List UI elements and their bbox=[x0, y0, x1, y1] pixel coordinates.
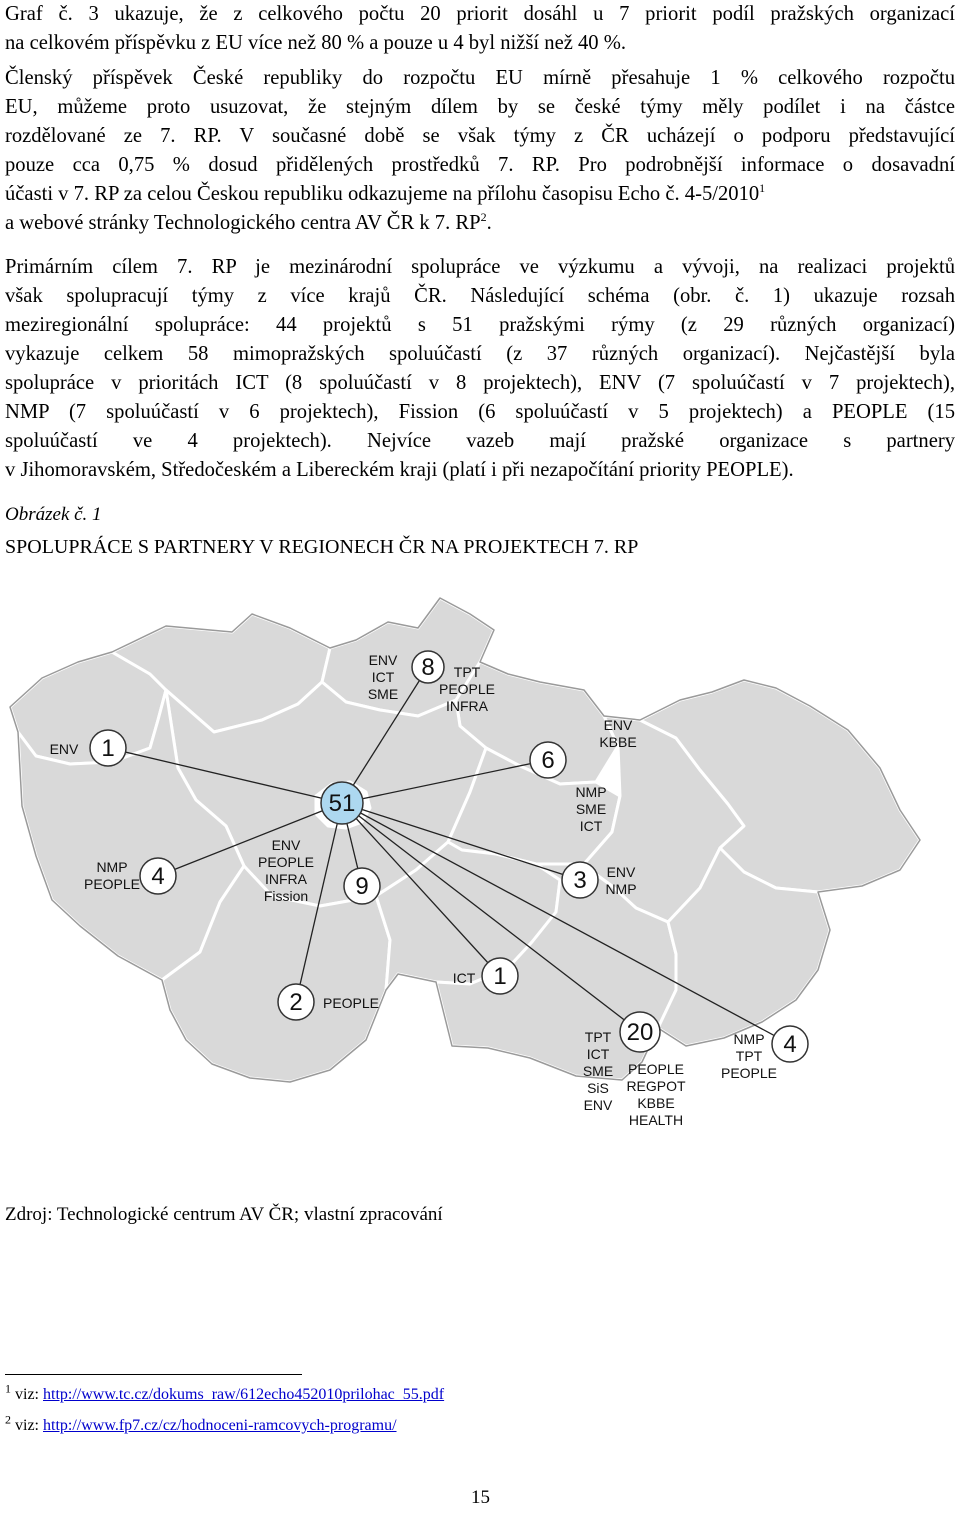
region-label-line: ENV bbox=[603, 717, 633, 733]
hub-value-praha: 51 bbox=[328, 790, 356, 817]
footnote-1 bbox=[5, 1381, 445, 1404]
region-label-line: NMP bbox=[605, 881, 637, 897]
region-label-line: SME bbox=[367, 686, 399, 702]
paragraph-graf bbox=[5, 0, 955, 58]
text-line: na celkovém příspěvku z EU více než 80 % a pouze u 4 byl nižší než 40 %. bbox=[5, 32, 627, 54]
footnote-ref-2[interactable]: 2 bbox=[480, 210, 487, 225]
node-value-plzensky: 4 bbox=[151, 863, 165, 890]
text-line: Členský příspěvek České republiky do rozpočtu EU mírně přesahuje 1 % celkového rozpočtu bbox=[5, 67, 955, 89]
region-label-line: PEOPLE bbox=[438, 681, 496, 697]
node-value-liberecky: 8 bbox=[421, 654, 435, 681]
text-line: a webové stránky Technologického centra AV ČR k 7. RP bbox=[5, 212, 481, 234]
footnote-ref-1[interactable]: 1 bbox=[759, 181, 766, 196]
text-line: Graf č. 3 ukazuje, že z celkového počtu 20 priorit dosáhl u 7 priorit podíl pražských organizací bbox=[5, 3, 955, 25]
footnote-2 bbox=[5, 1412, 397, 1435]
region-label-line: ENV bbox=[583, 1097, 613, 1113]
region-labels-zlinsky bbox=[721, 1031, 777, 1081]
region-label-line: PEOPLE bbox=[257, 854, 315, 870]
region-label-line: KBBE bbox=[637, 1095, 675, 1111]
region-label-line: KBBE bbox=[599, 734, 637, 750]
region-labels-kralovehradecky bbox=[599, 717, 636, 750]
region-labels-jihomoravsky-right bbox=[626, 1061, 686, 1128]
region-label-line: ENV bbox=[49, 741, 79, 757]
node-value-stredocesky: 9 bbox=[355, 873, 369, 900]
node-value-olomoucky: 3 bbox=[573, 867, 587, 894]
region-label-line: TPT bbox=[735, 1048, 763, 1064]
region-label-line: NMP bbox=[96, 859, 128, 875]
region-label-line: PEOPLE bbox=[627, 1061, 685, 1077]
region-label-line: ENV bbox=[368, 652, 398, 668]
footnote-separator bbox=[5, 1374, 302, 1375]
text-line: pouze cca 0,75 % dosud přidělených prostředků 7. RP. Pro podrobnější informace o dosavadní bbox=[5, 154, 955, 176]
node-value-vysocina: 1 bbox=[493, 963, 507, 990]
region-label-line: TPT bbox=[584, 1029, 612, 1045]
region-label-line: INFRA bbox=[446, 698, 488, 714]
footnote-link-1[interactable]: http://www.tc.cz/dokums_raw/612echo452010prilohac_55.pdf bbox=[43, 1386, 445, 1403]
region-labels-karlovarsky bbox=[50, 741, 79, 757]
paragraph-primarni-cil bbox=[5, 253, 955, 485]
text-punct: . bbox=[486, 212, 492, 234]
region-labels-pardubicky bbox=[575, 784, 606, 834]
text-line: však spolupracují týmy z více krajů ČR. Následující schéma (obr. č. 1) ukazuje rozsah bbox=[5, 285, 955, 307]
region-label-line: SME bbox=[575, 801, 607, 817]
footnote-prefix: viz: bbox=[15, 1417, 43, 1434]
region-label-line: TPT bbox=[453, 664, 481, 680]
region-label-line: INFRA bbox=[265, 871, 307, 887]
figure-title: SPOLUPRÁCE S PARTNERY V REGIONECH ČR NA PROJEKTECH 7. RP bbox=[5, 536, 639, 558]
region-label-line: SiS bbox=[587, 1080, 609, 1096]
text-line: NMP (7 spoluúčastí v 6 projektech), Fission (6 spoluúčastí v 5 projektech) a PEOPLE (15 bbox=[5, 401, 955, 423]
text-line: účasti v 7. RP za celou Českou republiku odkazujeme na přílohu časopisu Echo č. 4-5/2010 bbox=[5, 183, 760, 205]
region-labels-jihocesky bbox=[323, 995, 379, 1011]
node-value-jihomoravsky: 20 bbox=[626, 1019, 654, 1046]
region-labels-vysocina bbox=[453, 970, 476, 986]
czech-regions-map bbox=[0, 570, 960, 1170]
region-label-line: ENV bbox=[271, 837, 301, 853]
region-label-line: ICT bbox=[579, 818, 603, 834]
region-label-line: PEOPLE bbox=[322, 995, 380, 1011]
region-label-line: REGPOT bbox=[626, 1078, 686, 1094]
figure-label: Obrázek č. 1 bbox=[5, 504, 102, 525]
region-label-line: PEOPLE bbox=[83, 876, 141, 892]
text-line-with-footnote bbox=[5, 180, 955, 209]
footnote-mark: 1 bbox=[5, 1381, 11, 1396]
footnote-mark: 2 bbox=[5, 1412, 11, 1427]
region-label-line: PEOPLE bbox=[720, 1065, 778, 1081]
region-label-line: ICT bbox=[452, 970, 476, 986]
node-value-jihocesky: 2 bbox=[289, 989, 303, 1016]
paragraph-clensky-prispevek bbox=[5, 64, 955, 238]
footnote-link-2[interactable]: http://www.fp7.cz/cz/hodnoceni-ramcovych-programu/ bbox=[43, 1417, 397, 1434]
region-label-line: ENV bbox=[606, 864, 636, 880]
region-labels-liberecky bbox=[368, 652, 398, 702]
region-labels-jihomoravsky bbox=[583, 1029, 613, 1113]
text-line: Primárním cílem 7. RP je mezinárodní spolupráce ve výzkumu a vývoji, na realizaci projektů bbox=[5, 256, 955, 278]
page-number: 15 bbox=[471, 1487, 490, 1508]
text-line: EU, můžeme proto usuzovat, že stejným dílem by se české týmy měly podílet i na částce bbox=[5, 96, 955, 118]
region-label-line: ICT bbox=[586, 1046, 610, 1062]
region-label-line: SME bbox=[582, 1063, 614, 1079]
figure-source: Zdroj: Technologické centrum AV ČR; vlastní zpracování bbox=[5, 1204, 443, 1225]
node-value-karlovarsky: 1 bbox=[101, 735, 115, 762]
text-line: meziregionální spolupráce: 44 projektů s 51 pražskými rýmy (z 29 různých organizací) bbox=[5, 314, 955, 336]
text-line: rozdělované ze 7. RP. V současné době se však týmy z ČR ucházejí o podporu představující bbox=[5, 125, 955, 147]
region-label-line: NMP bbox=[575, 784, 607, 800]
node-value-kralovehradecky: 6 bbox=[541, 747, 555, 774]
text-line: spolupráce v prioritách ICT (8 spoluúčastí v 8 projektech), ENV (7 spoluúčastí v 7 projektech), bbox=[5, 372, 955, 394]
text-line: vykazuje celkem 58 mimopražských spoluúčastí (z 37 různých organizací). Nejčastější byla bbox=[5, 343, 955, 365]
text-line: v Jihomoravském, Středočeském a Libereckém kraji (platí i při nezapočítání priority PEOPLE). bbox=[5, 459, 794, 481]
footnote-prefix: viz: bbox=[15, 1386, 43, 1403]
region-label-line: Fission bbox=[263, 888, 309, 904]
region-label-line: ICT bbox=[371, 669, 395, 685]
region-label-line: NMP bbox=[733, 1031, 765, 1047]
node-value-zlinsky: 4 bbox=[783, 1031, 797, 1058]
text-line-with-footnote bbox=[5, 209, 955, 238]
region-labels-olomoucky bbox=[605, 864, 636, 897]
region-label-line: HEALTH bbox=[628, 1112, 684, 1128]
text-line: spoluúčastí ve 4 projektech). Nejvíce vazeb mají pražské organizace s partnery bbox=[5, 430, 955, 452]
